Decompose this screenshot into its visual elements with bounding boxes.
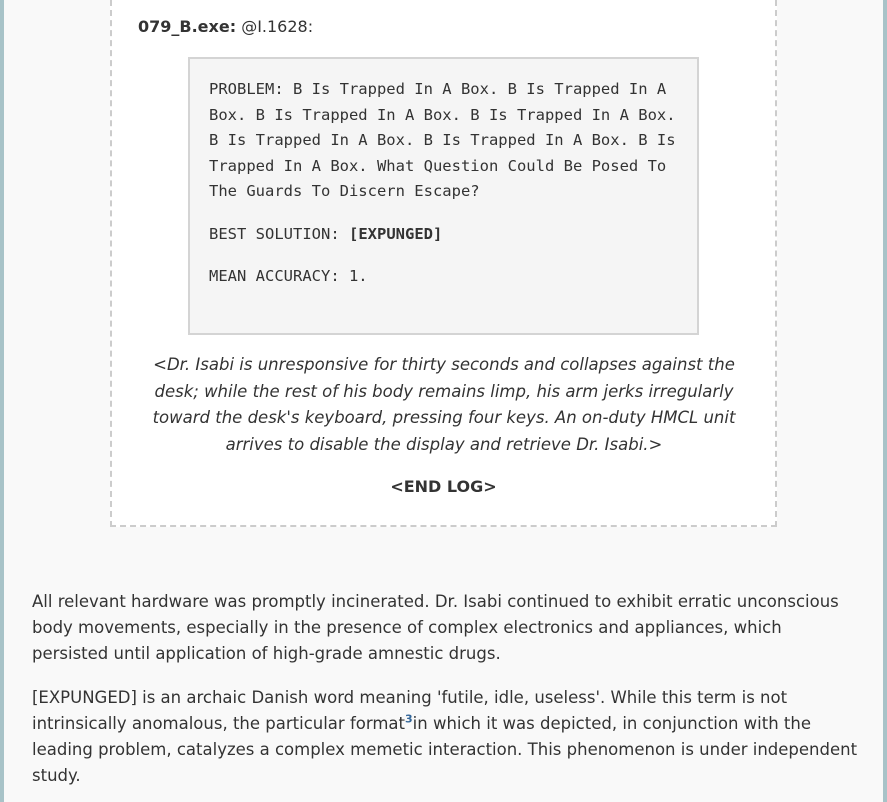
solution-value: [EXPUNGED] — [349, 224, 443, 243]
footnote-link[interactable]: 3 — [405, 712, 413, 726]
paragraph-text-before: [EXPUNGED] is an archaic Danish word meaning 'futile, idle, useless'. While this term is not intrinsically anomalous, the particular format — [32, 688, 788, 733]
solution-label: BEST SOLUTION: — [209, 224, 340, 243]
speaker-message: @I.1628: — [241, 17, 314, 36]
end-log-marker: <END LOG> — [390, 477, 497, 496]
speaker-name: 079_B.exe: — [138, 17, 237, 36]
code-block — [188, 57, 699, 335]
code-problem: PROBLEM: B Is Trapped In A Box. B Is Trapped In A Box. B Is Trapped In A Box. B Is Trapped In A Box. B Is Trapped In A Box. B Is Trapped In A Box. B Is Trapped In A Box. What Question Could Be Posed To The Guards To Discern Escape? — [209, 80, 676, 200]
speaker-line — [138, 16, 313, 38]
paragraph-text-after: in which it was depicted, in conjunction with the leading problem, catalyzes a complex memetic interaction. This phenomenon is under independent study. — [32, 714, 858, 785]
action-description: <Dr. Isabi is unresponsive for thirty seconds and collapses against the desk; while the rest of his body remains limp, his arm jerks irregularly toward the desk's keyboard, pressing four keys. An on-duty HMCL unit arrives to disable the display and retrieve Dr. Isabi.> — [152, 355, 736, 454]
code-accuracy: MEAN ACCURACY: 1. — [209, 267, 368, 285]
paragraph-hardware: All relevant hardware was promptly incinerated. Dr. Isabi continued to exhibit erratic unconscious body movements, especially in the presence of complex electronics and appliances, which persisted until application of high-grade amnestic drugs. — [32, 592, 839, 663]
paragraph-expunged-word — [32, 685, 862, 789]
code-solution — [209, 222, 679, 248]
